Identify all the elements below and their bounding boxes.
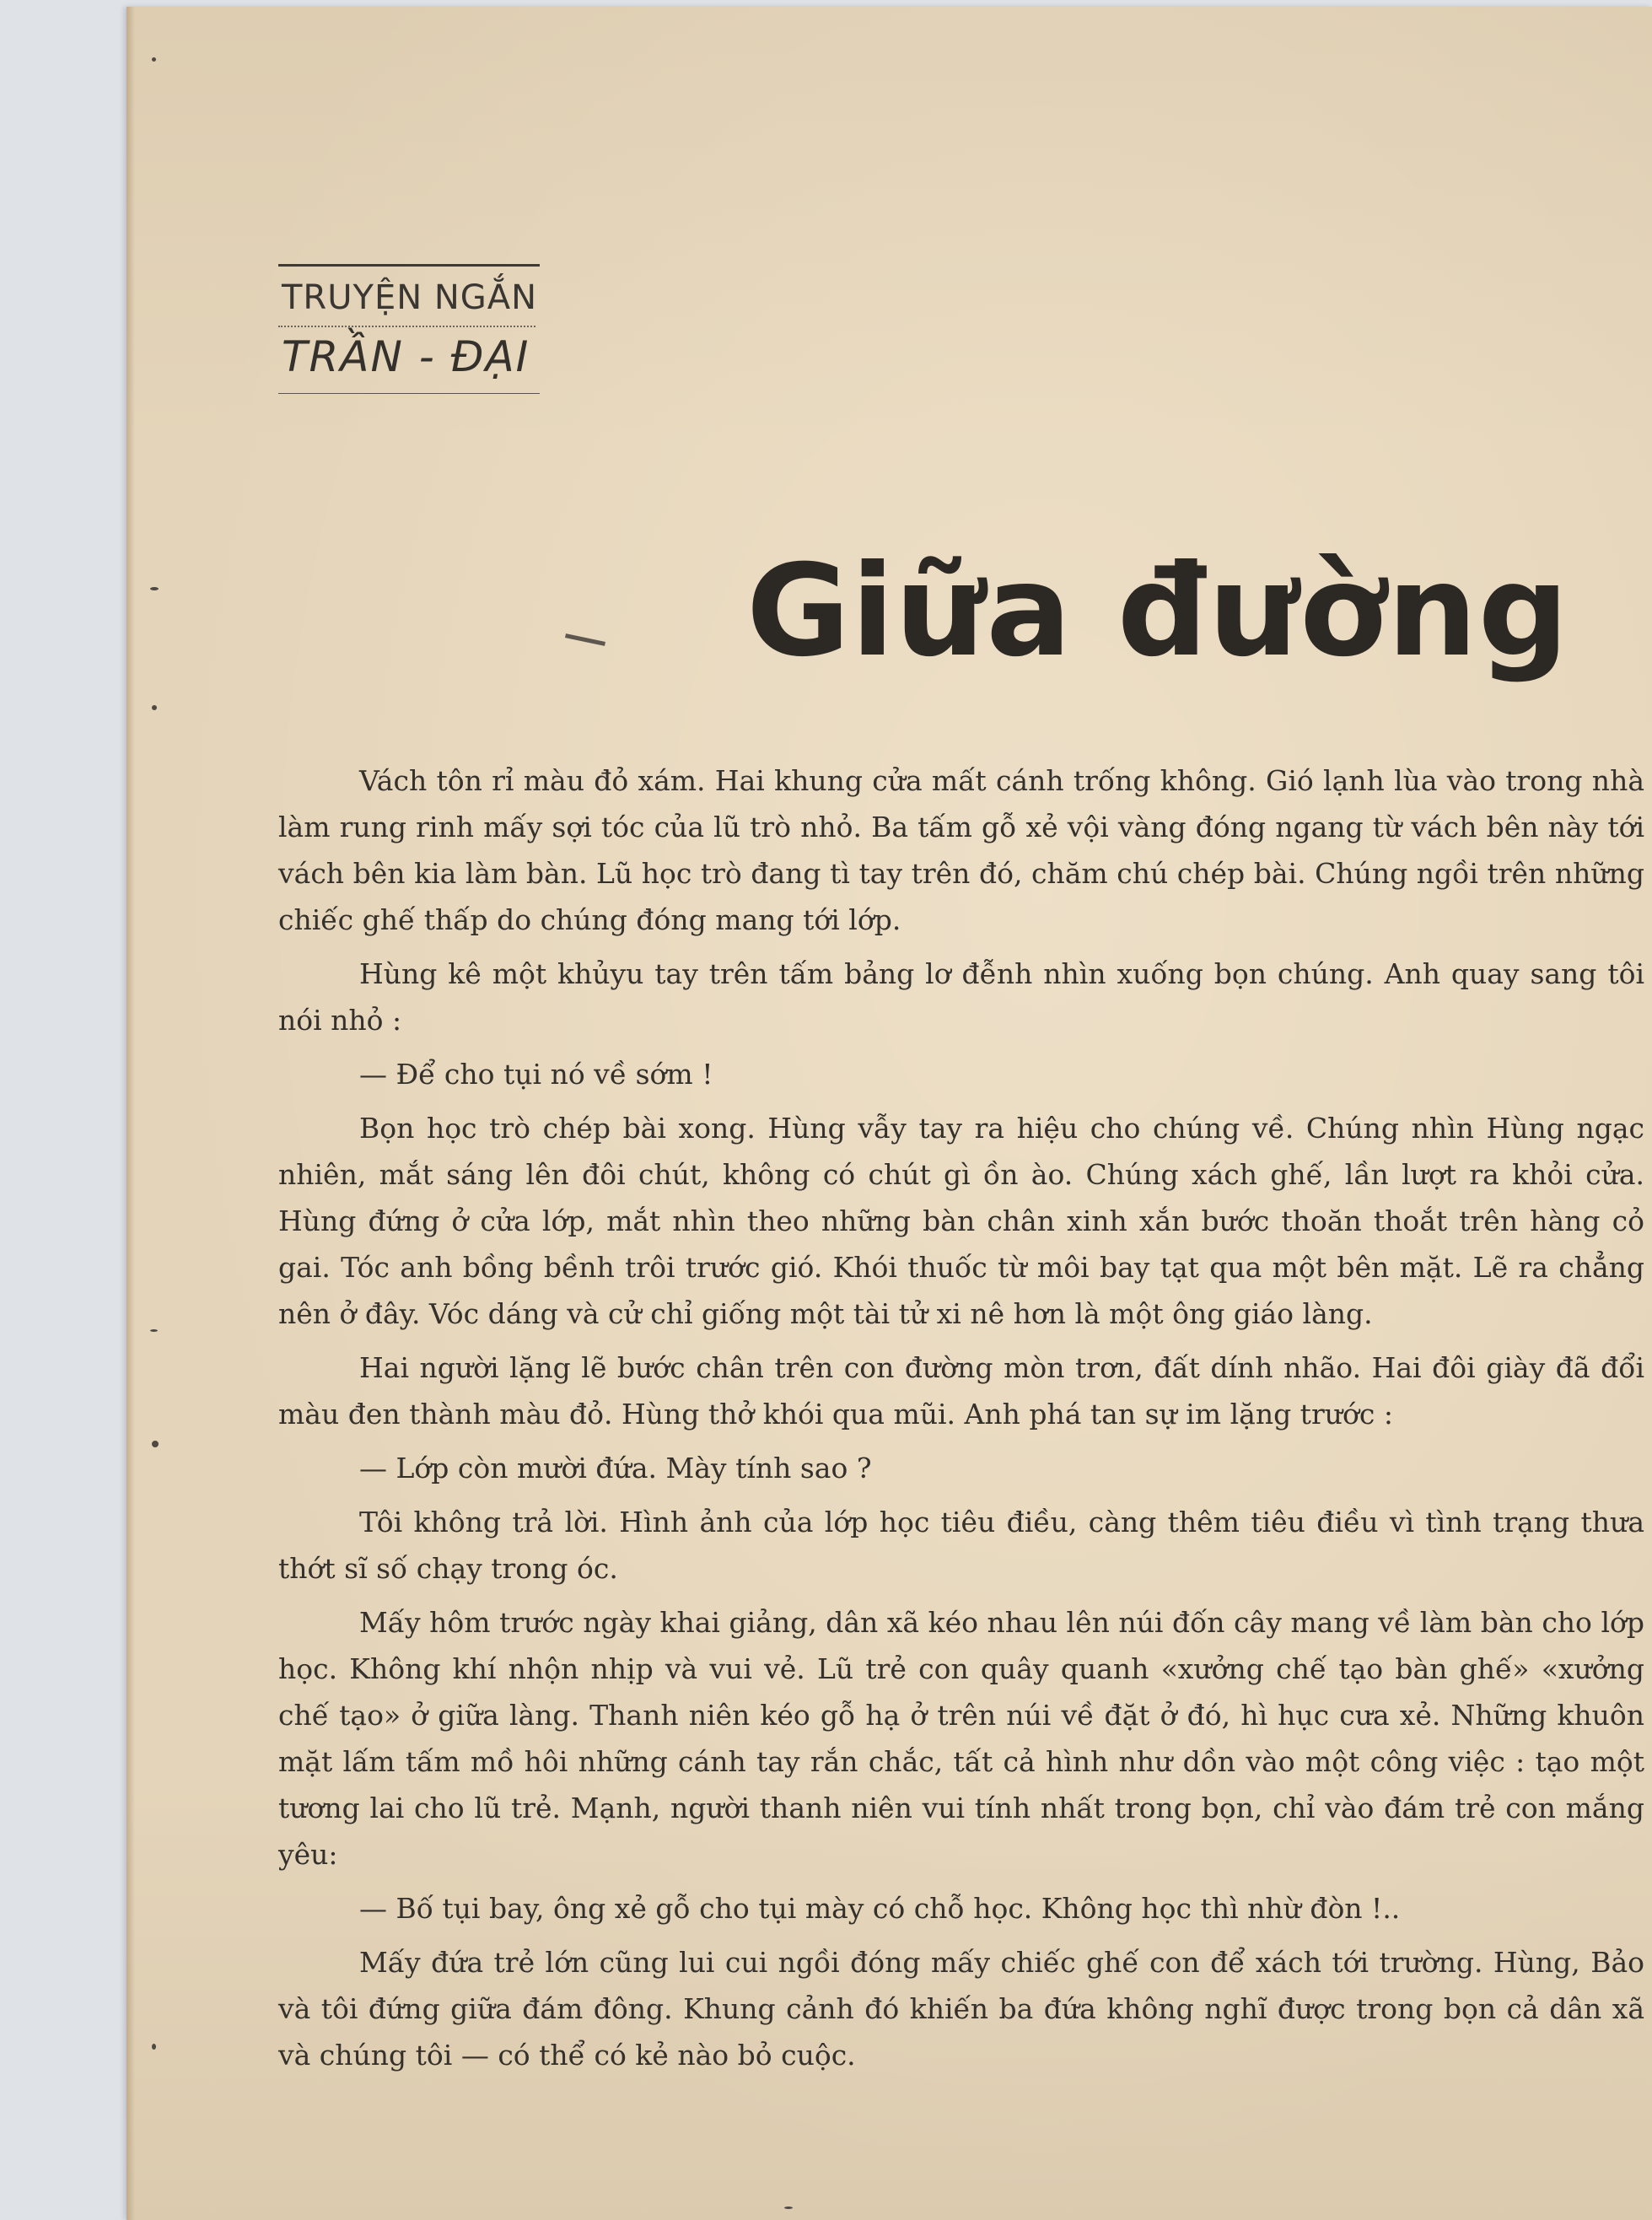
paragraph: — Bố tụi bay, ông xẻ gỗ cho tụi mày có chỗ học. Không học thì nhừ đòn !.. — [359, 1892, 1401, 1925]
author-name: TRẦN - ĐẠI — [282, 332, 530, 381]
page-edge-shadow — [126, 7, 135, 2220]
header-top-rule — [278, 264, 540, 267]
story-header — [278, 264, 548, 394]
paragraph: Hai người lặng lẽ bước chân trên con đường mòn trơn, đất dính nhão. Hai đôi giày đã đổi màu đen thành màu đỏ. Hùng thở khói qua mũi. Anh phá tan sự im lặng trước : — [278, 1351, 1644, 1431]
paragraph: Tôi không trả lời. Hình ảnh của lớp học tiêu điều, càng thêm tiêu điều vì tình trạng thưa thớt sĩ số chạy trong óc. — [278, 1506, 1644, 1585]
paragraph: Mấy hôm trước ngày khai giảng, dân xã kéo nhau lên núi đốn cây mang về làm bàn cho lớp học. Không khí nhộn nhịp và vui vẻ. Lũ trẻ con quây quanh «xưởng chế tạo bàn ghế» «xưởng chế tạo» ở giữa làng. Thanh niên kéo gỗ hạ ở trên núi về đặt ở đó, hì hục cưa xẻ. Những khuôn mặt lấm tấm mồ hôi những cánh tay rắn chắc, tất cả hình như dồn vào một công việc : tạo một tương lai cho lũ trẻ. Mạnh, người thanh niên vui tính nhất trong bọn, chỉ vào đám trẻ con mắng yêu: — [278, 1606, 1644, 1871]
paragraph: Bọn học trò chép bài xong. Hùng vẫy tay ra hiệu cho chúng về. Chúng nhìn Hùng ngạc nhiên, mắt sáng lên đôi chút, không có chút gì ồn ào. Chúng xách ghế, lần lượt ra khỏi cửa. Hùng đứng ở cửa lớp, mắt nhìn theo những bàn chân xinh xắn bước thoăn thoắt trên hàng cỏ gai. Tóc anh bồng bềnh trôi trước gió. Khói thuốc từ môi bay tạt qua một bên mặt. Lẽ ra chẳng nên ở đây. Vóc dáng và cử chỉ giống một tài tử xi nê hơn là một ông giáo làng. — [278, 1112, 1644, 1330]
paragraph: Hùng kê một khủyu tay trên tấm bảng lơ đễnh nhìn xuống bọn chúng. Anh quay sang tôi nói nhỏ : — [278, 957, 1644, 1037]
paragraph: — Lớp còn mười đứa. Mày tính sao ? — [359, 1452, 872, 1484]
section-label: TRUYỆN NGẮN — [282, 278, 538, 317]
story-title: Giữa đường — [746, 538, 1570, 685]
decorative-dash — [565, 633, 605, 646]
paragraph: Vách tôn rỉ màu đỏ xám. Hai khung cửa mất cánh trống không. Gió lạnh lùa vào trong nhà làm rung rinh mấy sợi tóc của lũ trò nhỏ. Ba tấm gỗ xẻ vội vàng đóng ngang từ vách bên này tới vách bên kia làm bàn. Lũ học trò đang tì tay trên đó, chăm chú chép bài. Chúng ngồi trên những chiếc ghế thấp do chúng đóng mang tới lớp. — [278, 764, 1644, 936]
story-body — [278, 757, 1644, 2086]
header-bottom-rule — [278, 393, 540, 394]
paragraph: Mấy đứa trẻ lớn cũng lui cui ngồi đóng mấy chiếc ghế con để xách tới trường. Hùng, Bảo và tôi đứng giữa đám đông. Khung cảnh đó khiến ba đứa không nghĩ được trong bọn cả dân xã và chúng tôi — có thể có kẻ nào bỏ cuộc. — [278, 1946, 1644, 2072]
book-page — [126, 7, 1652, 2220]
paragraph: — Để cho tụi nó về sớm ! — [359, 1058, 713, 1091]
header-dotted-rule — [278, 326, 535, 327]
